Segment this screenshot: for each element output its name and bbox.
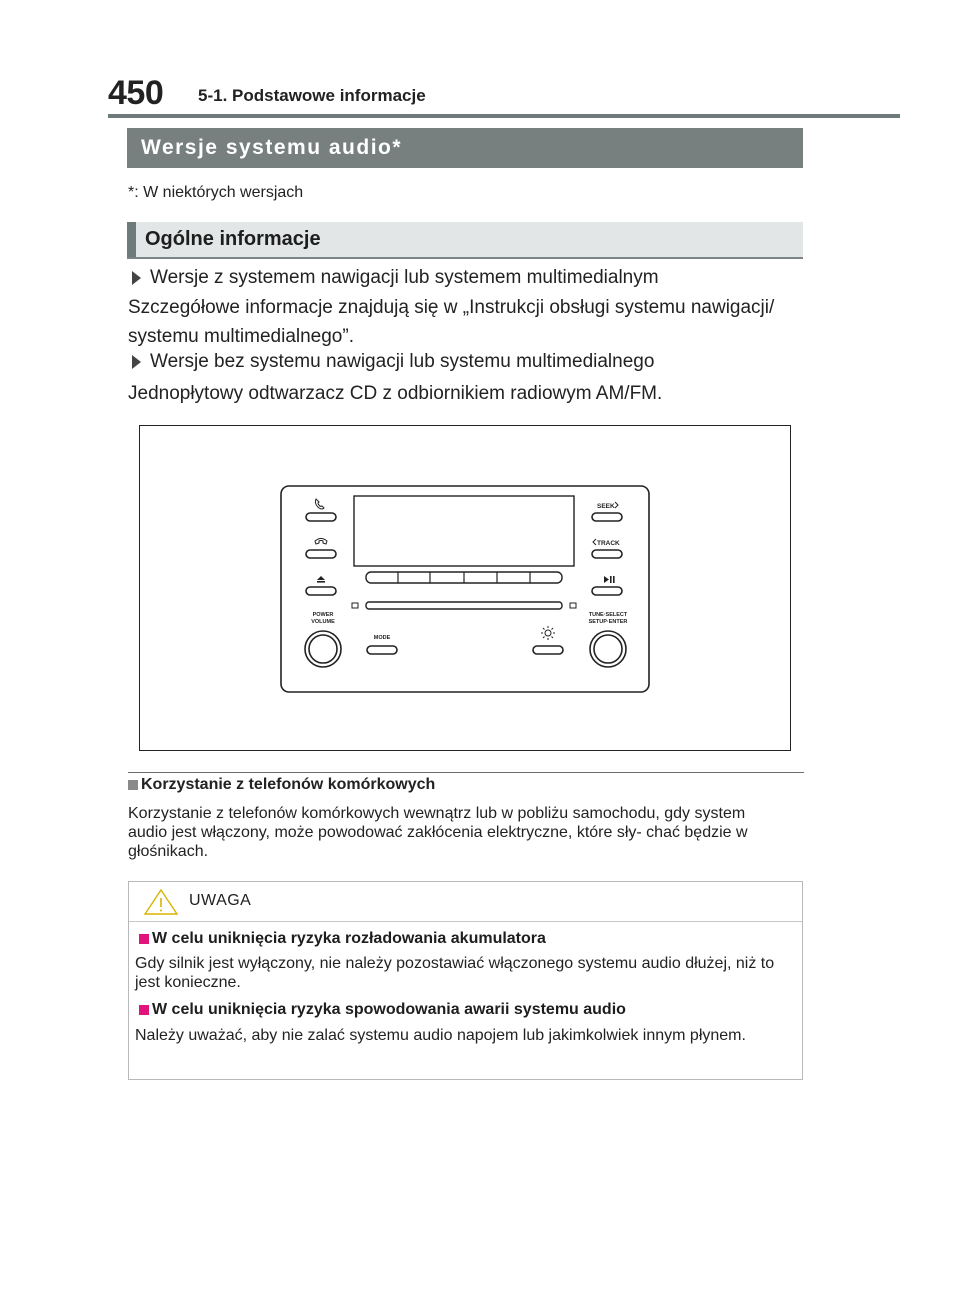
- caution-text-failure: Należy uważać, aby nie zalać systemu audio napojem lub jakimkolwiek innym płynem.: [135, 1027, 746, 1044]
- caution-heading-label: W celu uniknięcia ryzyka rozładowania akumulatora: [152, 930, 546, 947]
- phone-hangup-button: [306, 550, 336, 558]
- subtitle: Ogólne informacje: [145, 228, 321, 250]
- slot-indicator-right: [570, 603, 576, 608]
- phones-heading-label: Korzystanie z telefonów komórkowych: [141, 776, 436, 793]
- page-title: Wersje systemu audio*: [141, 136, 403, 159]
- volume-label: VOLUME: [311, 619, 335, 625]
- page-number: 450: [108, 74, 164, 112]
- caution-box: [128, 881, 803, 1080]
- caution-text-battery: Gdy silnik jest wyłączony, nie należy pozostawiać włączonego systemu audio dłużej, niż to jest konieczne.: [135, 955, 775, 991]
- setup-enter-label: SETUP·ENTER: [588, 619, 628, 625]
- track-label: TRACK: [597, 540, 620, 547]
- item-heading-label: Wersje z systemem nawigacji lub systemem multimedialnym: [150, 267, 659, 288]
- audio-unit-figure: [139, 425, 791, 751]
- section-divider: [128, 772, 804, 773]
- item-heading-nav: [132, 267, 659, 289]
- item-text-no-nav: Jednopłytowy odtwarzacz CD z odbiornikiem radiowym AM/FM.: [128, 383, 663, 404]
- cd-slot: [366, 602, 562, 609]
- eject-icon: [317, 576, 325, 583]
- phones-text: Korzystanie z telefonów komórkowych wewnątrz lub w pobliżu samochodu, gdy system audio jest włączony, może powodować zakłócenia elektryczne, które sły- chać będzie w głośnikach.: [128, 805, 748, 860]
- display-screen: [354, 496, 574, 566]
- caution-heading-label: W celu uniknięcia ryzyka spowodowania awarii systemu audio: [152, 1001, 626, 1018]
- section-label: 5-1. Podstawowe informacje: [198, 86, 426, 105]
- seek-label: SEEK: [597, 503, 615, 510]
- item-heading-label: Wersje bez systemu nawigacji lub systemu multimedialnego: [150, 351, 655, 372]
- play-pause-icon: [604, 576, 615, 583]
- pink-bullet-icon: [139, 934, 149, 944]
- track-arrow-icon: [593, 539, 596, 545]
- audio-unit-illustration: [140, 426, 792, 752]
- brightness-button: [533, 646, 563, 654]
- item-heading-no-nav: [132, 351, 654, 373]
- phone-pickup-icon: [315, 499, 324, 509]
- phone-pickup-button: [306, 513, 336, 521]
- arrow-right-icon: [132, 271, 141, 285]
- eject-button: [306, 587, 336, 595]
- track-button: [592, 550, 622, 558]
- title-bar: [127, 128, 803, 168]
- mode-button: [367, 646, 397, 654]
- caution-label: UWAGA: [189, 892, 252, 909]
- footnote: *: W niektórych wersjach: [128, 184, 304, 201]
- item-text-nav: Szczegółowe informacje znajdują się w „Instrukcji obsługi systemu nawigacji/ systemu multimedialnego”.: [128, 297, 775, 347]
- seek-button: [592, 513, 622, 521]
- subtitle-accent: [127, 222, 136, 257]
- warning-triangle-icon: [143, 888, 179, 916]
- play-pause-button: [592, 587, 622, 595]
- phones-heading: [128, 776, 435, 794]
- arrow-right-icon: [132, 355, 141, 369]
- power-label: POWER: [312, 612, 334, 618]
- mode-label: MODE: [373, 635, 391, 641]
- pink-bullet-icon: [139, 1005, 149, 1015]
- phone-hangup-icon: [315, 539, 327, 545]
- slot-indicator-left: [352, 603, 358, 608]
- square-bullet-icon: [128, 780, 138, 790]
- caution-heading-battery: [139, 930, 546, 948]
- header-rule: [108, 114, 900, 118]
- power-volume-knob: [305, 631, 341, 667]
- tune-select-knob: [590, 631, 626, 667]
- caution-header: [129, 882, 802, 922]
- subtitle-bar: [127, 222, 803, 259]
- caution-heading-failure: [139, 1001, 626, 1019]
- seek-arrow-icon: [615, 502, 618, 508]
- tune-select-label: TUNE·SELECT: [588, 612, 628, 618]
- brightness-icon: [541, 626, 555, 640]
